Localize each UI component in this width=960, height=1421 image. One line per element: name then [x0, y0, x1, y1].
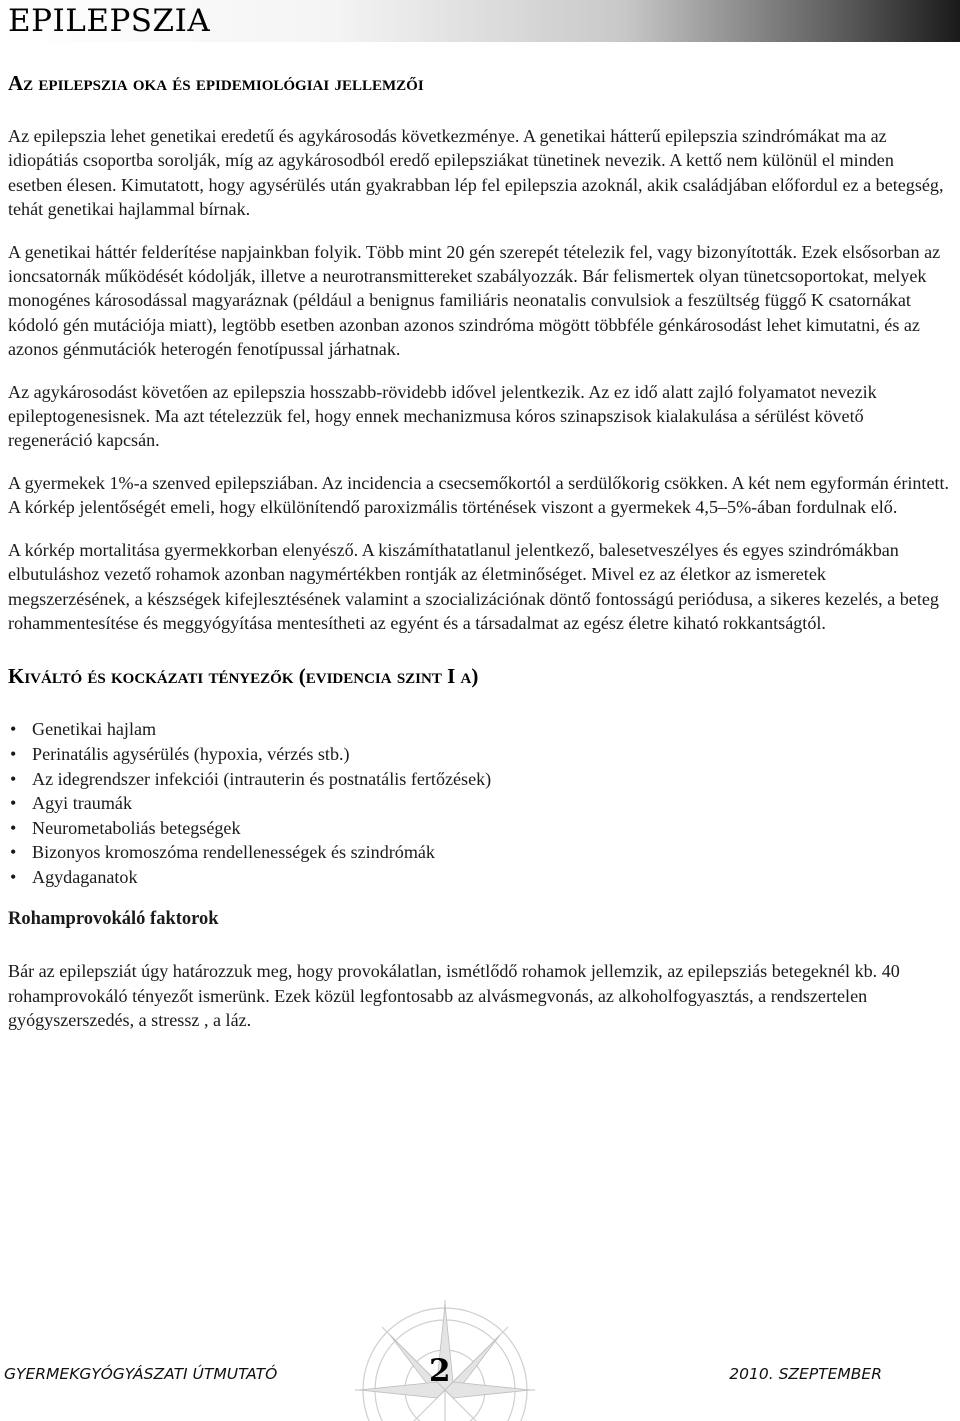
- section-heading-provoking: Rohamprovokáló faktorok: [8, 909, 219, 930]
- paragraph: A gyermekek 1%-a szenved epilepsziában. Az incidencia a csecsemőkortól a serdülőkorig csökken. A két nem egyformán érintett. A kórkép jelentőségét emeli, hogy elkülönítendő paroxizmális történések viszont a gyermekek 4,5–5%-ában fordulnak elő.: [8, 472, 950, 518]
- list-item: [8, 717, 952, 742]
- section-heading-risk: Kiváltó és kockázati tényezők (evidencia szint I a): [8, 664, 479, 689]
- section-heading-cause: Az epilepszia oka és epidemiológiai jellemzői: [8, 71, 424, 95]
- document-title: EPILEPSZIA: [8, 3, 211, 39]
- page-number: 2: [429, 1353, 451, 1389]
- list-item: [8, 840, 952, 865]
- footer-guide-title: GYERMEKGYÓGYÁSZATI ÚTMUTATÓ: [4, 1365, 278, 1383]
- bullet-icon: •: [10, 719, 17, 740]
- bullet-icon: •: [10, 743, 17, 764]
- list-item: [8, 742, 952, 767]
- paragraph: Az epilepszia lehet genetikai eredetű és agykárosodás következménye. A genetikai hátterű epilepszia szindrómákat ma az idiopátiás csoportba sorolják, míg az agykárosodból eredő epilepsziákat tünetinek nevezik. A kettő nem különül el minden esetben élesen. Kimutatott, hogy agysérülés után gyakrabban lép fel epilepszia azoknál, akik családjában előfordul ez a betegség, tehát genetikai hajlammal bírnak.: [8, 126, 944, 220]
- list-item: [8, 816, 952, 841]
- paragraph: A kórkép mortalitása gyermekkorban elenyésző. A kiszámíthatatlanul jelentkező, balesetveszélyes és egyes szindrómákban elbutuláshoz vezető rohamok azonban nagymértékben rontják az életminőséget. Mivel ez az életkor az ismeretek megszerzésének, a készségek kifejlesztésének valamint a szocializációnak döntő fontosságú periódusa, a sikeres kezelés, a beteg rohammentesítése és meggyógyítása mentesítheti az egyént és a társadalmat az egész életre kiható rokkantságtól.: [8, 539, 939, 633]
- list-item: [8, 791, 952, 816]
- bullet-icon: •: [10, 842, 17, 863]
- footer-date: 2010. SZEPTEMBER: [729, 1365, 882, 1383]
- list-item-text: Genetikai hajlam: [32, 719, 157, 740]
- bullet-icon: •: [10, 866, 17, 887]
- list-item: [8, 865, 952, 890]
- list-item-text: Neurometaboliás betegségek: [32, 817, 241, 838]
- page-content: [8, 70, 952, 1033]
- paragraph: Az agykárosodást követően az epilepszia hosszabb-rövidebb idővel jelentkezik. Az ez idő alatt zajló folyamatot nevezik epileptogenesisnek. Ma azt tételezzük fel, hogy ennek mechanizmusa kóros szinapszisok kialakulása a sérülést követő regeneráció kapcsán.: [8, 381, 877, 451]
- paragraph: A genetikai háttér felderítése napjainkban folyik. Több mint 20 gén szerepét tételezik fel, vagy bizonyították. Ezek elsősorban az ioncsatornák működését kódolják, illetve a neurotransmittereket szabályozzák. Bár felismertek olyan tünetcsoportokat, melyek monogénes károsodással magyaráznak (például a benignus familiáris neonatalis convulsiok a feszültség függő K csatornákat kódoló gén mutációja miatt), legtöbb esetben azonban azonos szindróma mögött többféle génkárosodást lehet kimutatni, és az azonos génmutációk heterogén fenotípussal járhatnak.: [8, 241, 941, 360]
- bullet-icon: •: [10, 817, 17, 838]
- list-item-text: Perinatális agysérülés (hypoxia, vérzés stb.): [32, 743, 350, 764]
- list-item-text: Az idegrendszer infekciói (intrauterin és postnatális fertőzések): [32, 768, 492, 789]
- bullet-icon: •: [10, 793, 17, 814]
- bullet-icon: •: [10, 768, 17, 789]
- list-item-text: Agydaganatok: [32, 866, 138, 887]
- list-item: [8, 767, 952, 792]
- paragraph: Bár az epilepsziát úgy határozzuk meg, hogy provokálatlan, ismétlődő rohamok jellemzik, az epilepsziás betegeknél kb. 40 rohamprovokáló tényezőt ismerünk. Ezek közül legfontosabb az alvásmegvonás, az alkoholfogyasztás, a rendszertelen gyógyszerszedés, a stressz , a láz.: [8, 961, 900, 1031]
- list-item-text: Bizonyos kromoszóma rendellenességek és szindrómák: [32, 842, 435, 863]
- risk-factor-list: [8, 717, 952, 889]
- list-item-text: Agyi traumák: [32, 793, 132, 814]
- header-banner: [0, 0, 960, 42]
